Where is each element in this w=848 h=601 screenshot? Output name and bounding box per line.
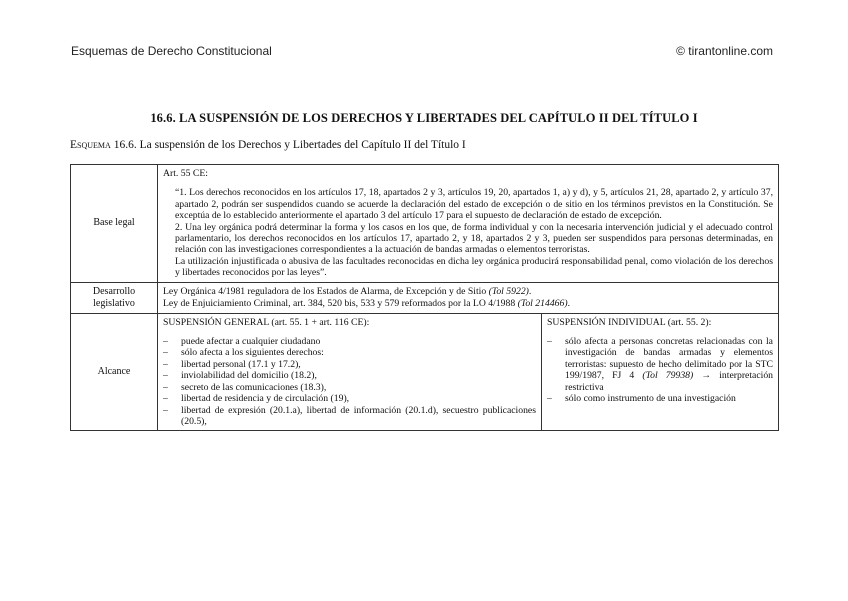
list-item: – inviolabilidad del domicilio (18.2), [163,370,536,381]
base-legal-para3: La utilización injustificada o abusiva de las facultades reconocidas en dicha ley orgánica producirá responsabilidad penal, como violación de los derechos y libertades reconocidos por las leyes”. [175,255,773,279]
desarrollo-content [158,282,779,313]
base-legal-heading: Art. 55 CE: [163,168,208,179]
alcance-individual [542,313,779,431]
row-alcance [71,313,779,431]
individual-title: SUSPENSIÓN INDIVIDUAL (art. 55. 2): [547,316,712,328]
desarrollo-label [71,282,158,313]
running-header-left: Esquemas de Derecho Constitucional [71,44,272,58]
scheme-prefix: Esquema [70,139,111,151]
desarrollo-label-line2: legislativo [93,297,135,309]
alcance-general [158,313,542,431]
list-item: – libertad personal (17.1 y 17.2), [163,359,536,370]
base-legal-para2: 2. Una ley orgánica podrá determinar la forma y los casos en los que, de forma individual y con la necesaria intervención judicial y el adecuado control parlamentario, los derechos reconocidos en los artículos 17, apartado 2, y 18, apartados 2 y 3, pueden ser suspendidos para personas determinadas, en relación con las investigaciones correspondientes a la actuación de bandas armadas o elementos terroristas. [175,221,773,256]
desarrollo-line2-text: Ley de Enjuiciamiento Criminal, art. 384, 520 bis, 533 y 579 reformados por la LO 4/1988 [163,297,516,309]
base-legal-para1: “1. Los derechos reconocidos en los artículos 17, 18, apartados 2 y 3, artículos 19, 20, apartados 1, a) y d), y 5, artículos 21, 28, apartado 2, y artículo 37, apartado 2, podrán ser suspendidos cuando se acuerde la declaración del estado de excepción o de sitio en los términos previstos en la Constitución. Se exceptúa de lo establecido anteriormente el apartado 3 del artículo 17 para el supuesto de declaración de estado de excepción. [175,187,773,222]
row-base-legal [71,165,779,283]
general-title: SUSPENSIÓN GENERAL (art. 55. 1 + art. 116 CE): [163,316,370,328]
individual-item1-tail: → interpretación restrictiva [565,370,774,393]
individual-item1-ref: (Tol 79938) [642,370,694,382]
alcance-label: Alcance [71,313,158,431]
list-item: – libertad de residencia y de circulación (19), [163,393,536,404]
running-header-right: © tirantonline.com [676,44,773,58]
desarrollo-label-line1: Desarrollo [92,285,136,297]
list-item: – sólo como instrumento de una investigación [547,393,773,404]
row-desarrollo [71,282,779,313]
desarrollo-line2: Ley de Enjuiciamiento Criminal, art. 384, 520 bis, 533 y 579 reformados por la LO 4/1988 (Tol 214466). [163,297,571,309]
individual-list [547,336,773,404]
individual-item1-text: sólo afecta a personas concretas relacionadas con la investigación de bandas armadas y elementos terroristas: supuesto de hecho delimitado por la STC 199/1987, FJ 4 [565,336,773,382]
desarrollo-line2-ref: (Tol 214466) [517,297,568,309]
list-item [547,336,773,393]
general-list [163,336,536,427]
section-title: 16.6. LA SUSPENSIÓN DE LOS DERECHOS Y LIBERTADES DEL CAPÍTULO II DEL TÍTULO I [150,111,698,125]
desarrollo-line1-ref: (Tol 5922) [488,286,529,298]
scheme-subtitle [70,139,466,151]
list-item: – sólo afecta a los siguientes derechos: [163,347,536,358]
desarrollo-line1: Ley Orgánica 4/1981 reguladora de los Estados de Alarma, de Excepción y de Sitio (Tol 5922). [163,286,532,298]
scheme-subtitle-text: 16.6. La suspensión de los Derechos y Libertades del Capítulo II del Título I [113,139,466,151]
list-item: – secreto de las comunicaciones (18.3), [163,382,536,393]
list-item: – libertad de expresión (20.1.a), libertad de información (20.1.d), secuestro publicaciones (20.5), [163,405,536,428]
list-item: – puede afectar a cualquier ciudadano [163,336,536,347]
base-legal-label: Base legal [71,165,158,283]
scheme-table [70,164,779,431]
desarrollo-line1-text: Ley Orgánica 4/1981 reguladora de los Estados de Alarma, de Excepción y de Sitio [163,286,487,298]
base-legal-content [158,165,779,283]
